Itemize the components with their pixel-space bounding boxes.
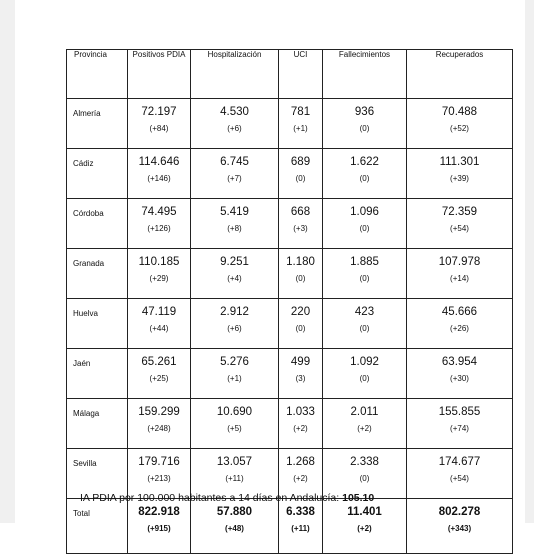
cell-change: (+11) (225, 474, 244, 483)
cell-change: (0) (295, 174, 306, 183)
cell-change: (0) (359, 224, 370, 233)
cell-recuperados (407, 399, 513, 449)
footnote-text: IA PDIA por 100.000 habitantes a 14 días en Andalucía: (80, 492, 343, 504)
cell-change: (3) (295, 374, 306, 383)
cell-fallecimientos (323, 449, 407, 499)
cell-value: 1.885 (350, 256, 379, 268)
cell-recuperados (407, 149, 513, 199)
table-row (67, 349, 513, 399)
cell-hospitalizacion (191, 99, 279, 149)
cell-provincia: Cádiz (67, 149, 128, 199)
table-row (67, 199, 513, 249)
cell-value: 689 (290, 156, 311, 168)
cell-positivos (128, 199, 191, 249)
cell-change: (+3) (293, 224, 308, 233)
header-recuperados: Recuperados (407, 50, 513, 99)
cell-change: (+52) (450, 124, 469, 133)
cell-value: 1.268 (286, 456, 315, 468)
cell-uci (279, 249, 323, 299)
cell-recuperados (407, 499, 513, 554)
cell-provincia: Sevilla (67, 449, 128, 499)
right-margin-strip (525, 0, 534, 523)
cell-positivos (128, 349, 191, 399)
cell-change: (0) (359, 274, 370, 283)
total-row (67, 499, 513, 554)
cell-change: (0) (295, 274, 306, 283)
header-row (67, 50, 513, 99)
cell-value: 1.092 (350, 356, 379, 368)
cell-change: (+1) (293, 124, 308, 133)
footnote-value: 105.10 (342, 492, 375, 504)
cell-value: 781 (290, 106, 311, 118)
cell-recuperados (407, 349, 513, 399)
cell-value: 1.033 (286, 406, 315, 418)
cell-change: (+25) (149, 374, 169, 383)
cell-recuperados (407, 299, 513, 349)
cell-value: 668 (290, 206, 311, 218)
cell-recuperados (407, 449, 513, 499)
cell-provincia: Granada (67, 249, 128, 299)
cell-change: (+7) (227, 174, 242, 183)
cell-hospitalizacion (191, 149, 279, 199)
cell-change: (+29) (149, 274, 169, 283)
cell-change: (+54) (450, 474, 469, 483)
header-provincia: Provincia (67, 50, 128, 99)
cell-change: (+915) (147, 524, 171, 533)
cell-fallecimientos (323, 349, 407, 399)
cell-change: (+146) (147, 174, 171, 183)
cell-provincia: Córdoba (67, 199, 128, 249)
cell-recuperados (407, 249, 513, 299)
cell-change: (+126) (147, 224, 171, 233)
cell-value: 11.401 (347, 506, 382, 518)
cell-change: (+343) (447, 524, 472, 533)
cell-value: 159.299 (138, 406, 180, 418)
cell-recuperados (407, 99, 513, 149)
cell-change: (+248) (147, 424, 171, 433)
cell-value: 74.495 (141, 206, 177, 218)
table-row (67, 399, 513, 449)
header-uci: UCI (279, 50, 323, 99)
cell-value: 5.276 (220, 356, 249, 368)
cell-uci (279, 299, 323, 349)
cell-uci (279, 399, 323, 449)
cell-value: 6.745 (220, 156, 249, 168)
cell-fallecimientos (323, 199, 407, 249)
cell-change: (+8) (227, 224, 242, 233)
cell-value: 13.057 (216, 456, 253, 468)
cell-provincia: Jaén (67, 349, 128, 399)
cell-value: 5.419 (220, 206, 249, 218)
cell-value: 107.978 (438, 256, 481, 268)
cell-value: 499 (290, 356, 311, 368)
cell-fallecimientos (323, 399, 407, 449)
cell-positivos (128, 399, 191, 449)
cell-change: (+30) (450, 374, 469, 383)
cell-change: (+6) (227, 324, 242, 333)
cell-value: 57.880 (216, 506, 253, 518)
cell-value: 2.011 (350, 406, 379, 418)
cell-change: (0) (359, 374, 370, 383)
cell-value: 1.096 (350, 206, 379, 218)
cell-uci (279, 349, 323, 399)
cell-value: 47.119 (141, 306, 177, 318)
cell-fallecimientos (323, 299, 407, 349)
cell-hospitalizacion (191, 349, 279, 399)
cell-change: (+54) (450, 224, 469, 233)
cell-positivos (128, 99, 191, 149)
cell-value: 174.677 (438, 456, 481, 468)
cell-change: (0) (295, 324, 306, 333)
cell-value: 822.918 (138, 506, 180, 518)
cell-provincia: Huelva (67, 299, 128, 349)
table-row (67, 449, 513, 499)
cell-value: 155.855 (438, 406, 481, 418)
cell-value: 111.301 (439, 156, 480, 168)
cell-provincia: Almería (67, 99, 128, 149)
cell-fallecimientos (323, 149, 407, 199)
footnote (80, 492, 374, 504)
cell-value: 65.261 (141, 356, 177, 368)
cell-change: (0) (359, 174, 370, 183)
cell-value: 70.488 (441, 106, 478, 118)
cell-change: (+11) (291, 524, 310, 533)
cell-value: 4.530 (220, 106, 249, 118)
cell-change: (+14) (450, 274, 469, 283)
covid-data-table (66, 49, 513, 554)
cell-value: 2.338 (350, 456, 379, 468)
cell-uci (279, 499, 323, 554)
cell-value: 72.359 (441, 206, 478, 218)
cell-change: (+84) (149, 124, 169, 133)
cell-uci (279, 99, 323, 149)
cell-change: (+2) (357, 424, 372, 433)
cell-hospitalizacion (191, 299, 279, 349)
cell-provincia: Total (67, 499, 128, 554)
cell-value: 220 (290, 306, 311, 318)
header-hospitalizacion: Hospitalización (191, 50, 279, 99)
header-positivos: Positivos PDIA (128, 50, 191, 99)
cell-provincia: Málaga (67, 399, 128, 449)
cell-uci (279, 199, 323, 249)
table-row (67, 299, 513, 349)
table-body (67, 50, 513, 554)
cell-change: (+5) (227, 424, 242, 433)
cell-value: 10.690 (216, 406, 253, 418)
cell-recuperados (407, 199, 513, 249)
cell-positivos (128, 449, 191, 499)
cell-hospitalizacion (191, 449, 279, 499)
cell-change: (+213) (147, 474, 171, 483)
cell-value: 2.912 (220, 306, 249, 318)
cell-change: (+39) (450, 174, 469, 183)
cell-value: 45.666 (441, 306, 478, 318)
cell-change: (+2) (357, 524, 372, 533)
cell-uci (279, 149, 323, 199)
cell-value: 72.197 (141, 106, 177, 118)
cell-change: (+48) (225, 524, 244, 533)
cell-value: 423 (354, 306, 375, 318)
cell-change: (+44) (149, 324, 169, 333)
cell-hospitalizacion (191, 199, 279, 249)
cell-change: (0) (359, 124, 370, 133)
cell-change: (+26) (450, 324, 469, 333)
cell-value: 110.185 (138, 256, 180, 268)
cell-hospitalizacion (191, 249, 279, 299)
cell-fallecimientos (323, 99, 407, 149)
cell-change: (+2) (293, 474, 308, 483)
cell-value: 114.646 (138, 156, 180, 168)
table-row (67, 99, 513, 149)
cell-fallecimientos (323, 249, 407, 299)
cell-value: 6.338 (286, 506, 315, 518)
cell-value: 1.180 (286, 256, 315, 268)
cell-uci (279, 449, 323, 499)
cell-value: 9.251 (220, 256, 249, 268)
cell-change: (+1) (227, 374, 242, 383)
left-margin-strip (0, 0, 15, 523)
cell-change: (+74) (450, 424, 469, 433)
cell-positivos (128, 149, 191, 199)
header-fallecimientos: Fallecimientos (323, 50, 407, 99)
table-row (67, 249, 513, 299)
cell-change: (+4) (227, 274, 242, 283)
cell-value: 802.278 (438, 506, 481, 518)
cell-change: (+6) (227, 124, 242, 133)
cell-change: (0) (359, 474, 370, 483)
cell-positivos (128, 249, 191, 299)
cell-hospitalizacion (191, 399, 279, 449)
cell-value: 63.954 (441, 356, 478, 368)
cell-value: 179.716 (138, 456, 180, 468)
cell-value: 936 (354, 106, 375, 118)
cell-change: (0) (359, 324, 370, 333)
table-row (67, 149, 513, 199)
cell-fallecimientos (323, 499, 407, 554)
cell-value: 1.622 (350, 156, 379, 168)
cell-change: (+2) (293, 424, 308, 433)
cell-positivos (128, 499, 191, 554)
cell-positivos (128, 299, 191, 349)
cell-hospitalizacion (191, 499, 279, 554)
